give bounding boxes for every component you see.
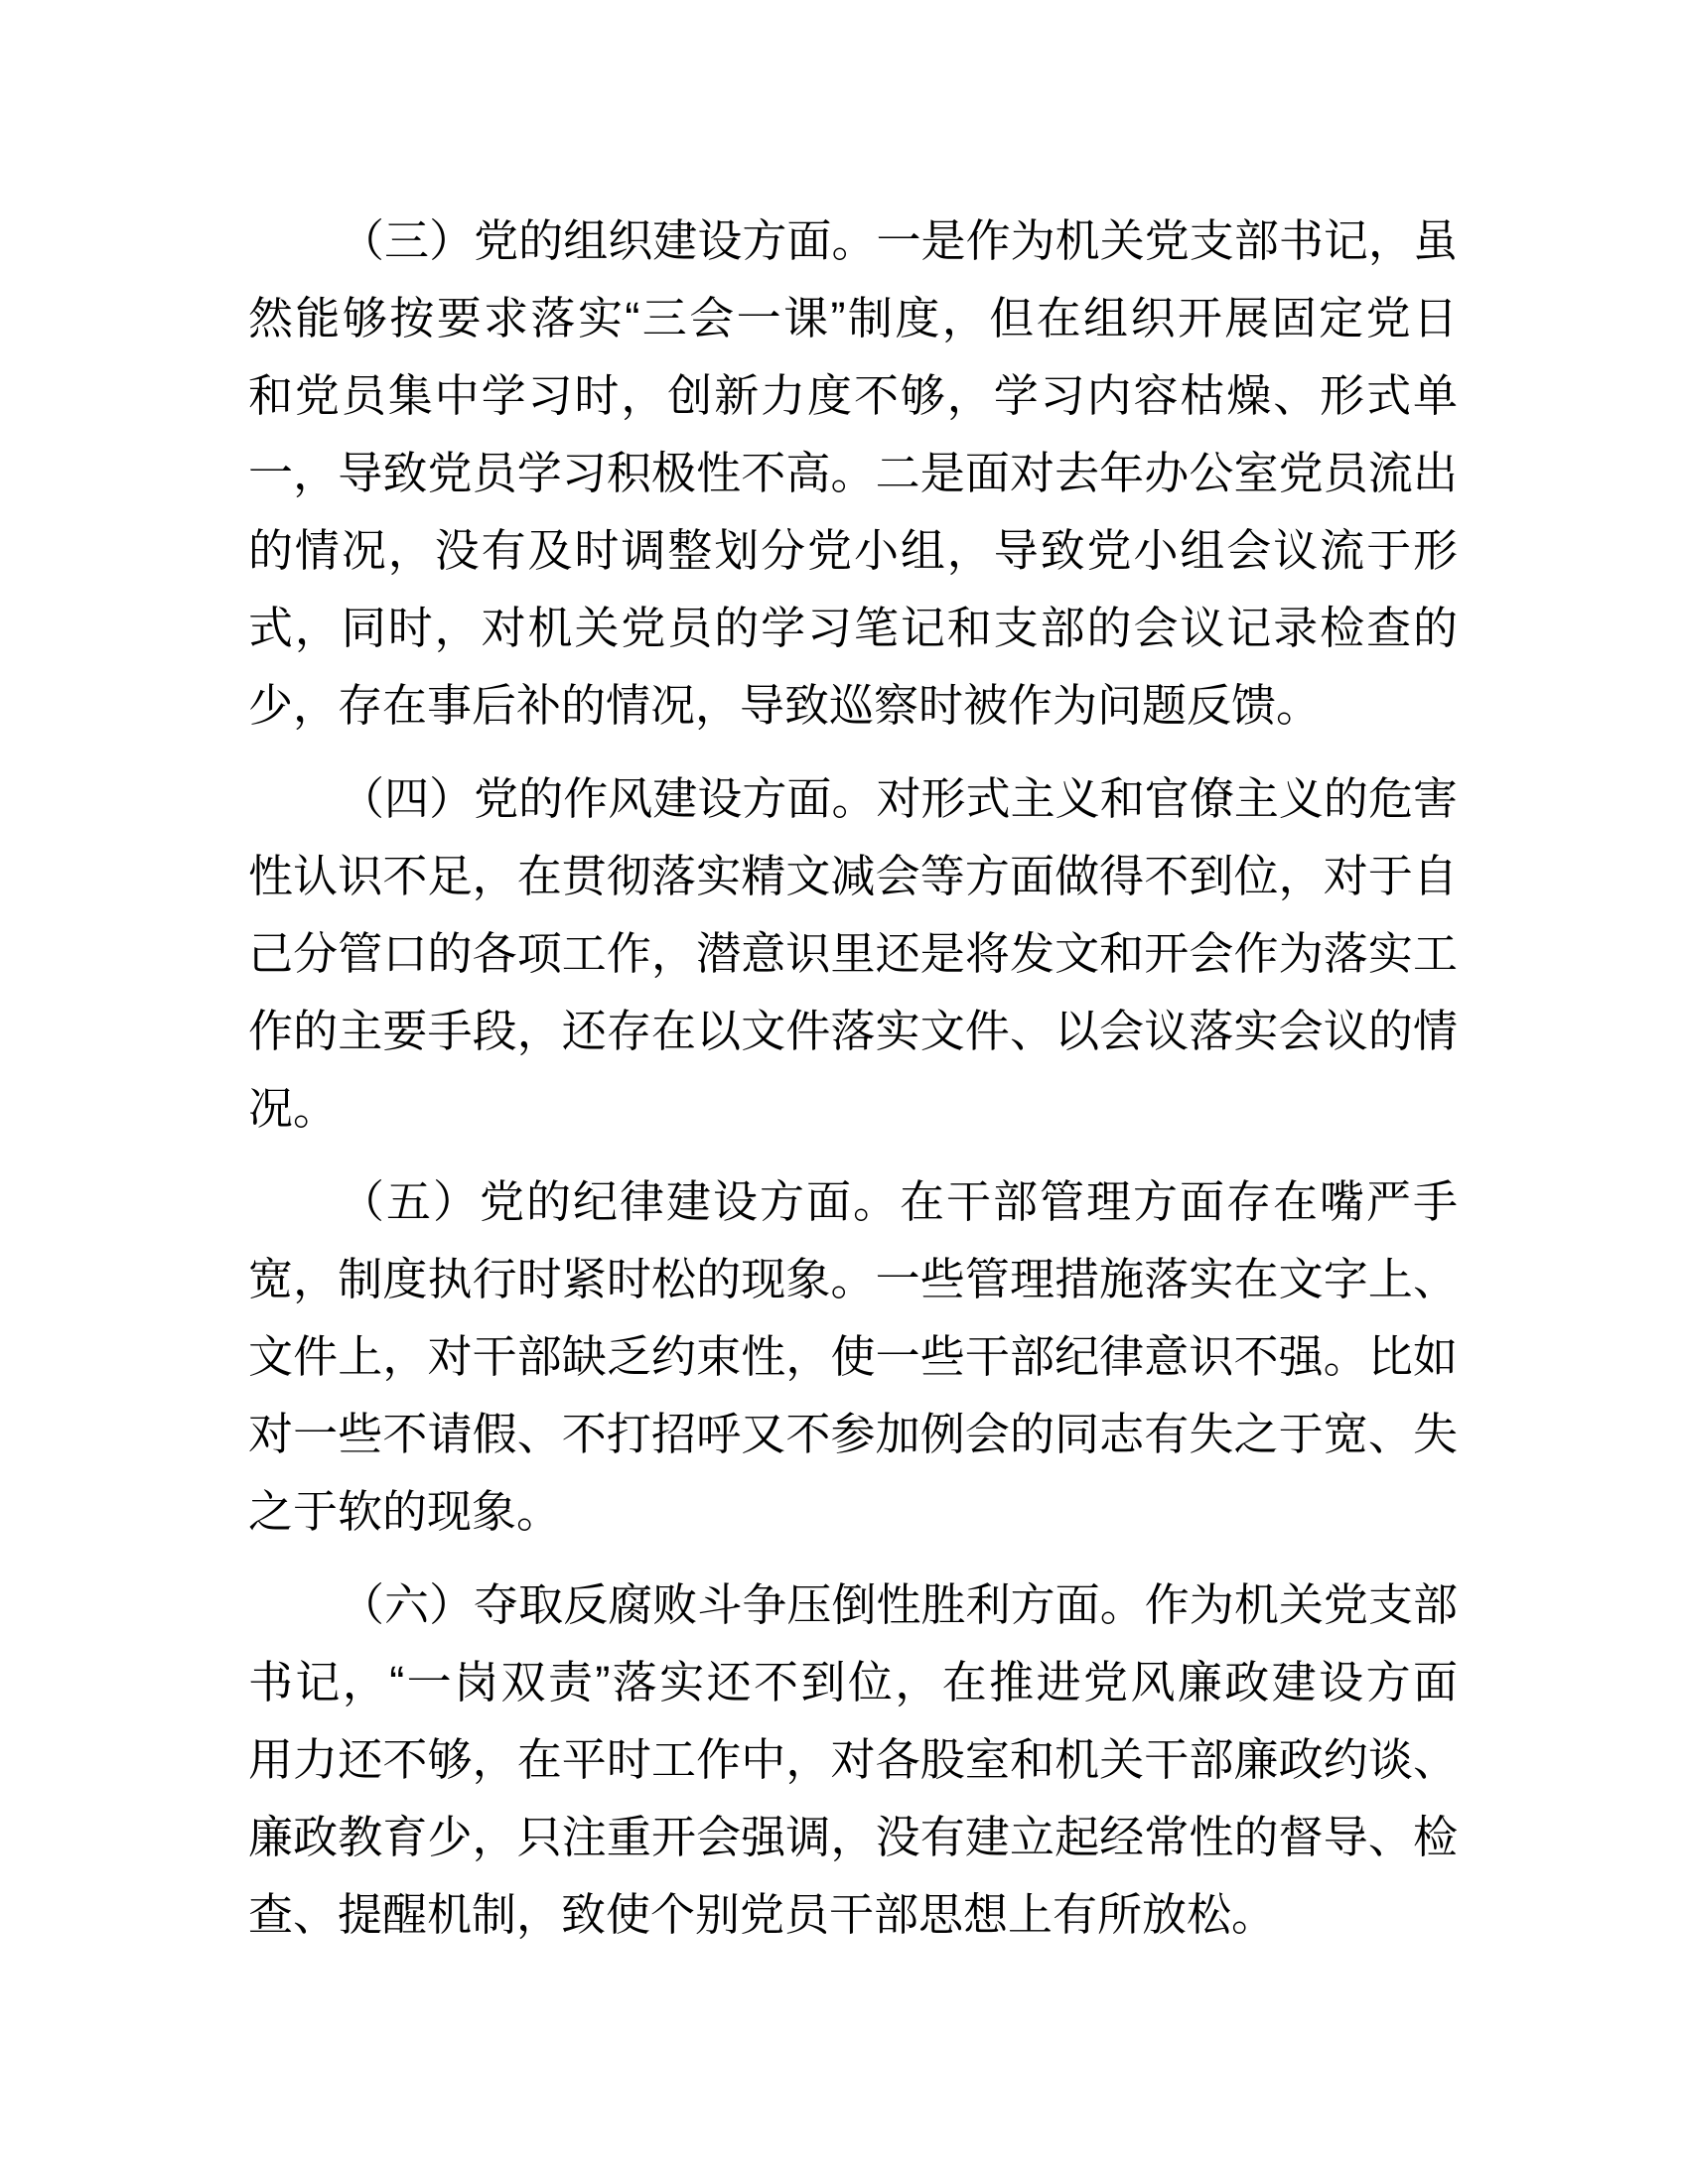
text-line: （六）夺取反腐败斗争压倒性胜利方面。作为机关党支部 <box>340 1579 1458 1630</box>
text-line: 的情况，没有及时调整划分党小组，导致党小组会议流于形 <box>248 525 1458 576</box>
paragraph-section-5 <box>248 1163 1458 1551</box>
text-line: 作的主要手段，还存在以文件落实文件、以会议落实会议的情 <box>248 1006 1458 1056</box>
text-line: 己分管口的各项工作，潜意识里还是将发文和开会作为落实工 <box>248 928 1458 979</box>
text-line: 然能够按要求落实“三会一课”制度，但在组织开展固定党日 <box>248 293 1458 343</box>
text-line: 宽，制度执行时紧时松的现象。一些管理措施落实在文字上、 <box>248 1254 1458 1304</box>
text-line: 廉政教育少，只注重开会强调，没有建立起经常性的督导、检 <box>248 1812 1458 1862</box>
paragraph-section-3 <box>248 203 1458 745</box>
text-line: 少，存在事后补的情况，导致巡察时被作为问题反馈。 <box>248 680 1322 731</box>
text-line: （三）党的组织建设方面。一是作为机关党支部书记，虽 <box>340 215 1458 266</box>
text-line: （四）党的作风建设方面。对形式主义和官僚主义的危害 <box>340 773 1458 824</box>
text-line: 对一些不请假、不打招呼又不参加例会的同志有失之于宽、失 <box>248 1409 1458 1459</box>
paragraph-section-4 <box>248 760 1458 1148</box>
text-line: 性认识不足，在贯彻落实精文减会等方面做得不到位，对于自 <box>248 851 1458 901</box>
text-line: 之于软的现象。 <box>248 1486 562 1537</box>
text-line: 和党员集中学习时，创新力度不够，学习内容枯燥、形式单 <box>248 370 1458 421</box>
text-line: （五）党的纪律建设方面。在干部管理方面存在嘴严手 <box>340 1176 1458 1227</box>
paragraph-section-6 <box>248 1567 1458 1954</box>
text-line: 一，导致党员学习积极性不高。二是面对去年办公室党员流出 <box>248 448 1458 498</box>
text-line: 用力还不够，在平时工作中，对各股室和机关干部廉政约谈、 <box>248 1734 1458 1785</box>
text-line: 况。 <box>248 1083 339 1134</box>
text-column <box>248 203 1458 1954</box>
text-line: 书记，“一岗双责”落实还不到位，在推进党风廉政建设方面 <box>248 1657 1458 1707</box>
text-line: 查、提醒机制，致使个别党员干部思想上有所放松。 <box>248 1889 1277 1940</box>
text-line: 文件上，对干部缺乏约束性，使一些干部纪律意识不强。比如 <box>248 1331 1458 1382</box>
text-line: 式，同时，对机关党员的学习笔记和支部的会议记录检查的 <box>248 603 1458 653</box>
